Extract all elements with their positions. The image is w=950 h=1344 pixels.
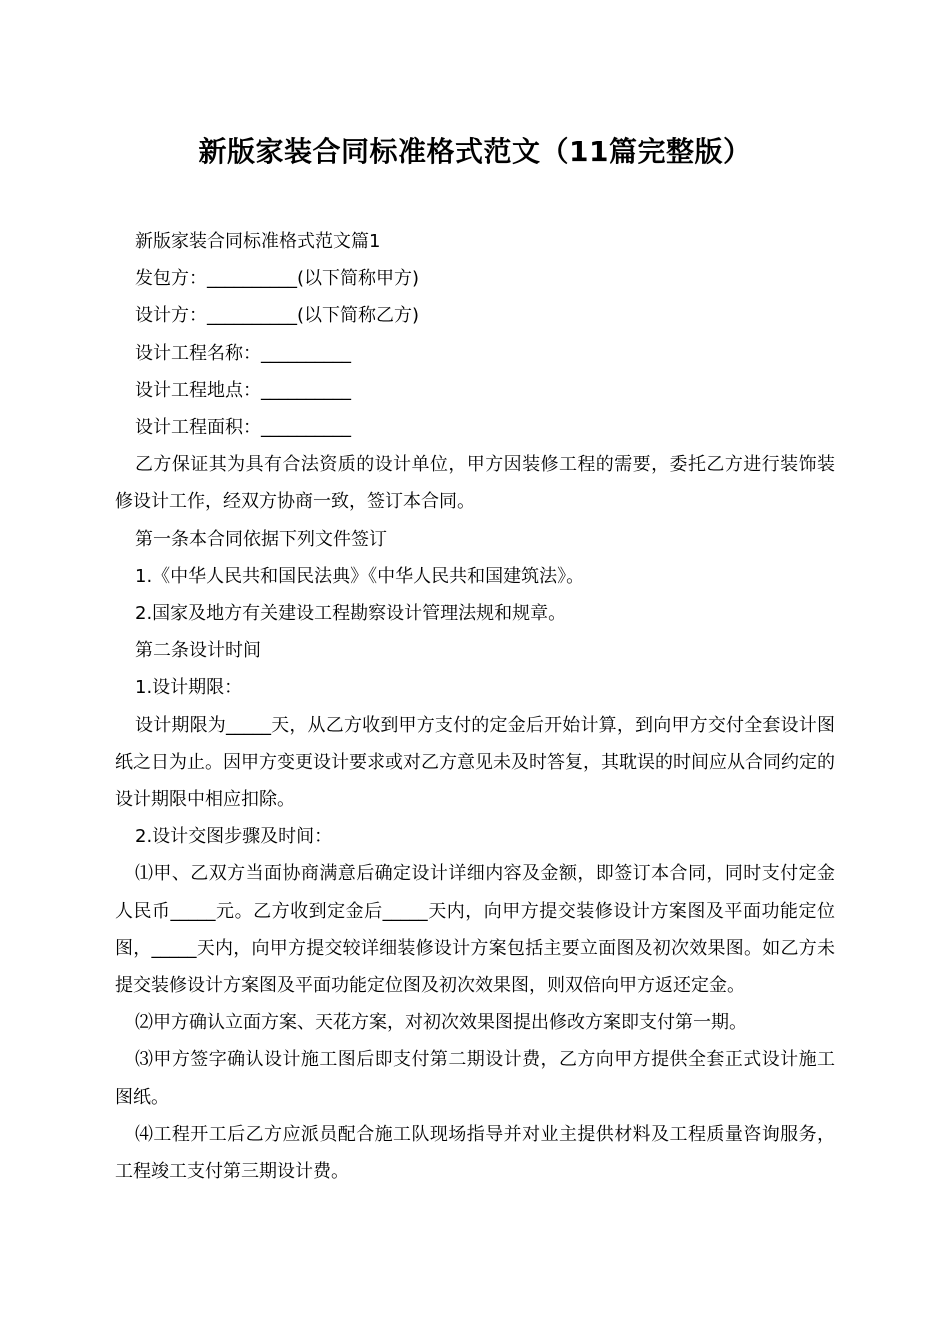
designer-line: 设计方：__________(以下简称乙方) [135,305,420,327]
step-4-paragraph: ⑷工程开工后乙方应派员配合施工队现场指导并对业主提供材料及工程质量咨询服务，工程竣工支付第三期设计费。 [115,1123,835,1183]
document-body [115,223,835,1190]
article-1-heading: 第一条本合同依据下列文件签订 [135,528,387,550]
project-name-line: 设计工程名称：__________ [135,342,351,364]
step-2-paragraph: ⑵甲方确认立面方案、天花方案，对初次效果图提出修改方案即支付第一期。 [135,1012,747,1034]
document-title: 新版家装合同标准格式范文（11篇完整版） [198,135,752,168]
project-location-line: 设计工程地点：__________ [135,379,351,401]
design-period-paragraph: 设计期限为_____天，从乙方收到甲方支付的定金后开始计算，到向甲方交付全套设计图纸之日为止。因甲方变更设计要求或对乙方意见未及时答复，其耽误的时间应从合同约定的设计期限中相应扣除。 [115,714,835,811]
section-heading-1: 新版家装合同标准格式范文篇1 [135,231,381,252]
intro-paragraph: 乙方保证其为具有合法资质的设计单位，甲方因装修工程的需要，委托乙方进行装饰装修设计工作，经双方协商一致，签订本合同。 [115,454,835,513]
article-2-heading: 第二条设计时间 [135,640,261,662]
contractor-line: 发包方：__________(以下简称甲方) [135,268,420,290]
article-2-item-1: 1.设计期限： [135,677,243,699]
article-1-item-2: 2.国家及地方有关建设工程勘察设计管理法规和规章。 [135,603,567,625]
article-2-item-2: 2.设计交图步骤及时间： [135,826,333,848]
article-1-item-1: 1.《中华人民共和国民法典》《中华人民共和国建筑法》。 [135,565,585,587]
step-1-paragraph: ⑴甲、乙双方当面协商满意后确定设计详细内容及金额，即签订本合同，同时支付定金人民币_____元。乙方收到定金后_____天内，向甲方提交装修设计方案图及平面功能定位图，_____天内，向甲方提交较详细装修设计方案包括主要立面图及初次效果图。如乙方未提交装修设计方案图及平面功能定位图及初次效果图，则双倍向甲方返还定金。 [115,863,835,997]
step-3-paragraph: ⑶甲方签字确认设计施工图后即支付第二期设计费，乙方向甲方提供全套正式设计施工图纸。 [115,1049,835,1108]
project-area-line: 设计工程面积：__________ [135,417,351,439]
